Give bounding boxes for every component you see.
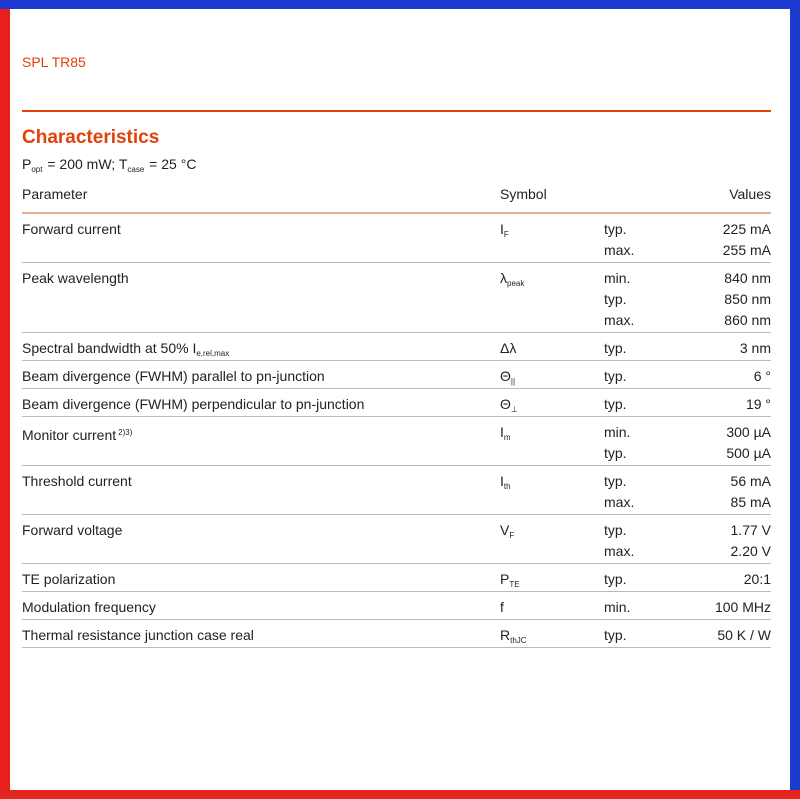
- value-cell: [724, 269, 771, 332]
- table-row: [22, 592, 771, 620]
- parameter-text: Modulation frequency: [22, 599, 156, 615]
- limit-label: typ.: [604, 221, 627, 237]
- limit-label: typ.: [604, 340, 627, 356]
- symbol-text: R: [500, 627, 511, 643]
- header-symbol: Symbol: [500, 186, 547, 202]
- value-text: 19 °: [745, 396, 771, 412]
- symbol-cell: [500, 521, 514, 542]
- conditions-p-value: = 200 mW;: [43, 156, 119, 172]
- parameter-cell: [22, 472, 132, 493]
- value-text: 50 K / W: [717, 627, 771, 643]
- value-text: 850 nm: [724, 291, 771, 307]
- value-text: 20:1: [743, 571, 771, 587]
- frame-left-border: [0, 0, 10, 799]
- symbol-cell: [500, 269, 524, 290]
- value-text: 100 MHz: [714, 599, 771, 615]
- symbol-subscript: TE: [509, 580, 520, 589]
- limit-label: min.: [604, 424, 631, 440]
- table-row: [22, 466, 771, 515]
- symbol-subscript: th: [503, 482, 511, 491]
- table-header: [22, 183, 771, 214]
- symbol-text: Θ: [500, 396, 511, 412]
- parameter-cell: [22, 367, 325, 388]
- parameter-cell: [22, 395, 364, 416]
- value-text: 6 °: [753, 368, 771, 384]
- value-cell: [744, 570, 771, 591]
- limit-cell: [604, 367, 627, 388]
- limit-label: typ.: [604, 627, 627, 643]
- limit-label: typ.: [604, 571, 627, 587]
- product-name: SPL TR85: [22, 54, 86, 70]
- symbol-cell: [500, 367, 515, 388]
- symbol-cell: [500, 220, 509, 241]
- symbol-text: I: [500, 221, 504, 237]
- conditions-t-sub: case: [127, 165, 145, 174]
- symbol-text: I: [500, 473, 504, 489]
- symbol-text: I: [500, 424, 504, 440]
- limit-label: typ.: [604, 445, 627, 461]
- symbol-text: Δλ: [500, 340, 517, 356]
- conditions-t: T: [118, 156, 128, 172]
- parameter-text: Beam divergence (FWHM) parallel to pn-junction: [22, 368, 325, 384]
- limit-label: max.: [604, 312, 635, 328]
- limit-cell: [604, 339, 627, 360]
- value-text: 2.20 V: [730, 543, 771, 559]
- value-text: 840 nm: [724, 270, 771, 286]
- table-row: [22, 389, 771, 417]
- footnote-ref: 2)3): [118, 428, 133, 437]
- parameter-cell: [22, 570, 115, 591]
- limit-cell: [604, 472, 634, 514]
- frame-bottom-border: [0, 790, 800, 799]
- limit-cell: [604, 269, 634, 332]
- parameter-cell: [22, 423, 132, 444]
- limit-label: typ.: [604, 291, 627, 307]
- symbol-subscript: F: [503, 230, 509, 239]
- symbol-text: λ: [500, 270, 507, 286]
- value-cell: [740, 339, 771, 360]
- limit-cell: [604, 423, 630, 465]
- parameter-cell: [22, 269, 129, 290]
- symbol-subscript: m: [503, 433, 511, 442]
- limit-cell: [604, 521, 634, 563]
- test-conditions: [22, 156, 196, 174]
- parameter-text: Thermal resistance junction case real: [22, 627, 254, 643]
- frame-top-border: [0, 0, 800, 9]
- table-row: [22, 620, 771, 648]
- symbol-cell: [500, 423, 511, 444]
- value-cell: [715, 598, 771, 619]
- value-text: 300 µA: [726, 424, 771, 440]
- limit-label: typ.: [604, 396, 627, 412]
- symbol-subscript: ||: [510, 377, 516, 386]
- value-cell: [723, 220, 771, 262]
- symbol-subscript: ⊥: [510, 405, 518, 414]
- parameter-cell: [22, 521, 122, 542]
- conditions-p: P: [22, 156, 32, 172]
- limit-label: max.: [604, 543, 635, 559]
- symbol-text: Θ: [500, 368, 511, 384]
- symbol-subscript: F: [509, 531, 515, 540]
- value-text: 225 mA: [722, 221, 771, 237]
- table-row: [22, 333, 771, 361]
- limit-label: typ.: [604, 368, 627, 384]
- symbol-subscript: thJC: [510, 636, 527, 645]
- value-text: 500 µA: [726, 445, 771, 461]
- parameter-text: Forward current: [22, 221, 121, 237]
- value-cell: [726, 423, 771, 465]
- table-row: [22, 417, 771, 466]
- symbol-text: V: [500, 522, 510, 538]
- symbol-cell: [500, 598, 504, 619]
- symbol-subscript: peak: [507, 279, 525, 288]
- symbol-text: P: [500, 571, 510, 587]
- header-parameter: Parameter: [22, 186, 88, 202]
- table-row: [22, 361, 771, 389]
- symbol-cell: [500, 472, 511, 493]
- value-cell: [717, 626, 771, 647]
- title-rule: [22, 110, 771, 112]
- value-text: 1.77 V: [730, 522, 771, 538]
- parameter-text: Beam divergence (FWHM) perpendicular to pn-junction: [22, 396, 365, 412]
- frame-right-border: [790, 0, 800, 799]
- limit-cell: [604, 598, 630, 619]
- limit-label: typ.: [604, 473, 627, 489]
- limit-cell: [604, 626, 627, 647]
- parameter-text: Peak wavelength: [22, 270, 129, 286]
- limit-cell: [604, 570, 627, 591]
- parameter-text: TE polarization: [22, 571, 116, 587]
- value-text: 56 mA: [730, 473, 771, 489]
- limit-label: max.: [604, 494, 635, 510]
- parameter-cell: [22, 626, 254, 647]
- value-cell: [746, 395, 771, 416]
- symbol-cell: [500, 626, 527, 647]
- limit-label: min.: [604, 270, 631, 286]
- conditions-t-value: = 25 °C: [145, 156, 197, 172]
- value-cell: [731, 472, 771, 514]
- value-cell: [754, 367, 771, 388]
- value-cell: [731, 521, 771, 563]
- header-values: Values: [729, 186, 771, 202]
- parameter-text: Monitor current: [22, 427, 117, 443]
- symbol-cell: [500, 570, 520, 591]
- limit-label: max.: [604, 242, 635, 258]
- table-row: [22, 515, 771, 564]
- limit-cell: [604, 220, 634, 262]
- characteristics-table: [22, 183, 771, 648]
- symbol-cell: [500, 339, 516, 360]
- table-row: [22, 214, 771, 263]
- value-text: 860 nm: [724, 312, 771, 328]
- parameter-text: Threshold current: [22, 473, 132, 489]
- value-text: 85 mA: [730, 494, 771, 510]
- table-row: [22, 263, 771, 333]
- limit-label: typ.: [604, 522, 627, 538]
- value-text: 255 mA: [722, 242, 771, 258]
- parameter-cell: [22, 598, 156, 619]
- parameter-text: Forward voltage: [22, 522, 123, 538]
- symbol-cell: [500, 395, 518, 416]
- section-heading: Characteristics: [22, 127, 160, 148]
- symbol-text: f: [500, 599, 504, 615]
- value-text: 3 nm: [739, 340, 771, 356]
- limit-label: min.: [604, 599, 631, 615]
- table-row: [22, 564, 771, 592]
- parameter-cell: [22, 339, 229, 360]
- parameter-cell: [22, 220, 121, 241]
- table-body: [22, 214, 771, 648]
- conditions-p-sub: opt: [31, 165, 43, 174]
- parameter-text: Spectral bandwidth at 50% I: [22, 340, 197, 356]
- limit-cell: [604, 395, 627, 416]
- parameter-subscript: e,rel,max: [196, 349, 230, 358]
